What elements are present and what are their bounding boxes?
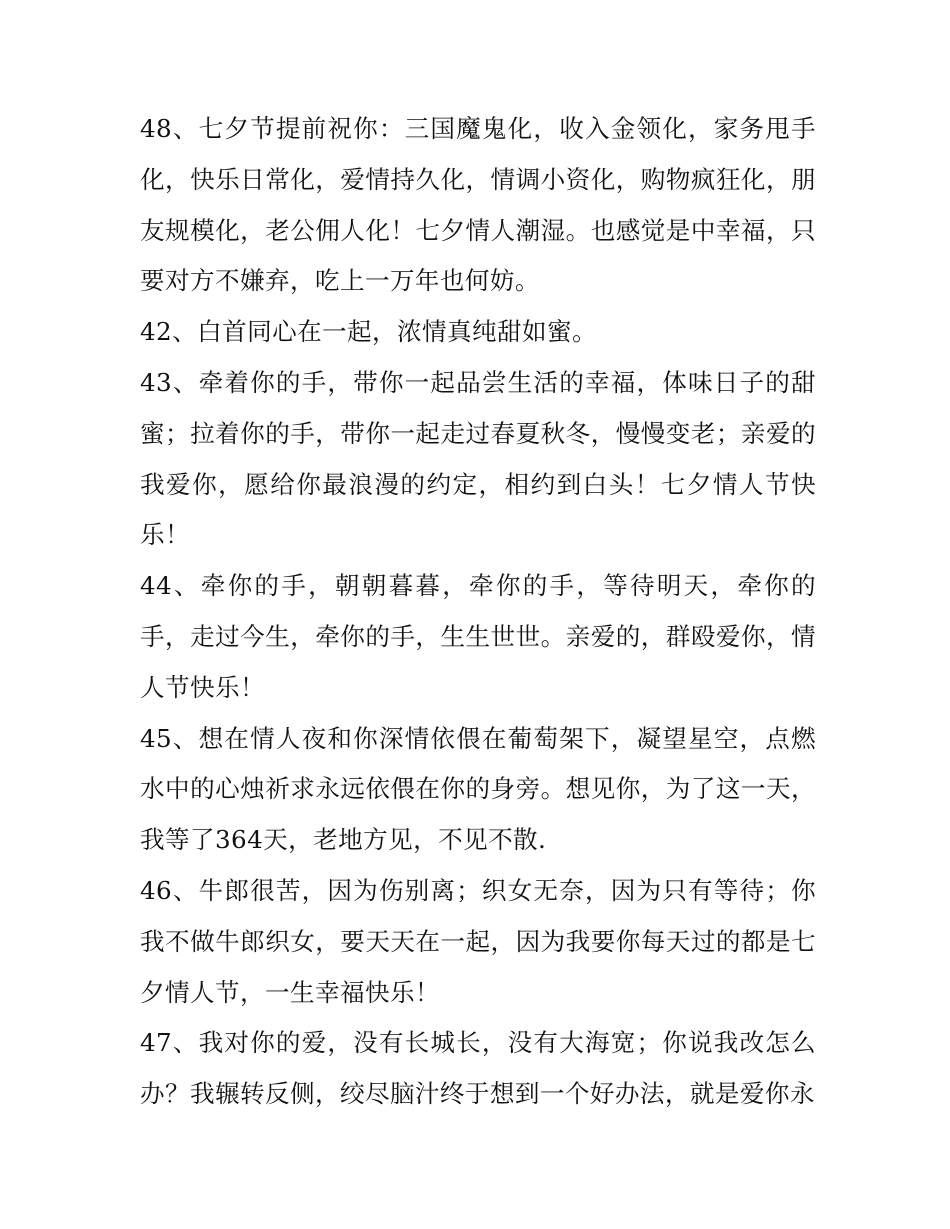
paragraph-43: 43、牵着你的手，带你一起品尝生活的幸福，体味日子的甜蜜；拉着你的手，带你一起走过春夏秋冬，慢慢变老；亲爱的我爱你，愿给你最浪漫的约定，相约到白头！七夕情人节快乐！ <box>140 367 816 550</box>
paragraph-44: 44、牵你的手，朝朝暮暮，牵你的手，等待明天，牵你的手，走过今生，牵你的手，生生世世。亲爱的，群殴爱你，情人节快乐！ <box>140 571 816 702</box>
paragraph-47: 47、我对你的爱，没有长城长，没有大海宽；你说我改怎么办？我辗转反侧，绞尽脑汁终于想到一个好办法，就是爱你永 <box>140 1028 816 1109</box>
paragraph-46: 46、牛郎很苦，因为伤别离；织女无奈，因为只有等待；你我不做牛郎织女，要天天在一起，因为我要你每天过的都是七夕情人节，一生幸福快乐！ <box>140 875 816 1007</box>
paragraph-45: 45、想在情人夜和你深情依偎在葡萄架下，凝望星空，点燃水中的心烛祈求永远依偎在你的身旁。想见你，为了这一天，我等了364天，老地方见，不见不散. <box>140 723 816 855</box>
document-body <box>140 104 816 1120</box>
paragraph-42: 42、白首同心在一起，浓情真纯甜如蜜。 <box>140 317 597 347</box>
paragraph-48: 48、七夕节提前祝你：三国魔鬼化，收入金领化，家务甩手化，快乐日常化，爱情持久化，情调小资化，购物疯狂化，朋友规模化，老公佣人化！七夕情人潮湿。也感觉是中幸福，只要对方不嫌弃，吃上一万年也何妨。 <box>140 114 816 296</box>
